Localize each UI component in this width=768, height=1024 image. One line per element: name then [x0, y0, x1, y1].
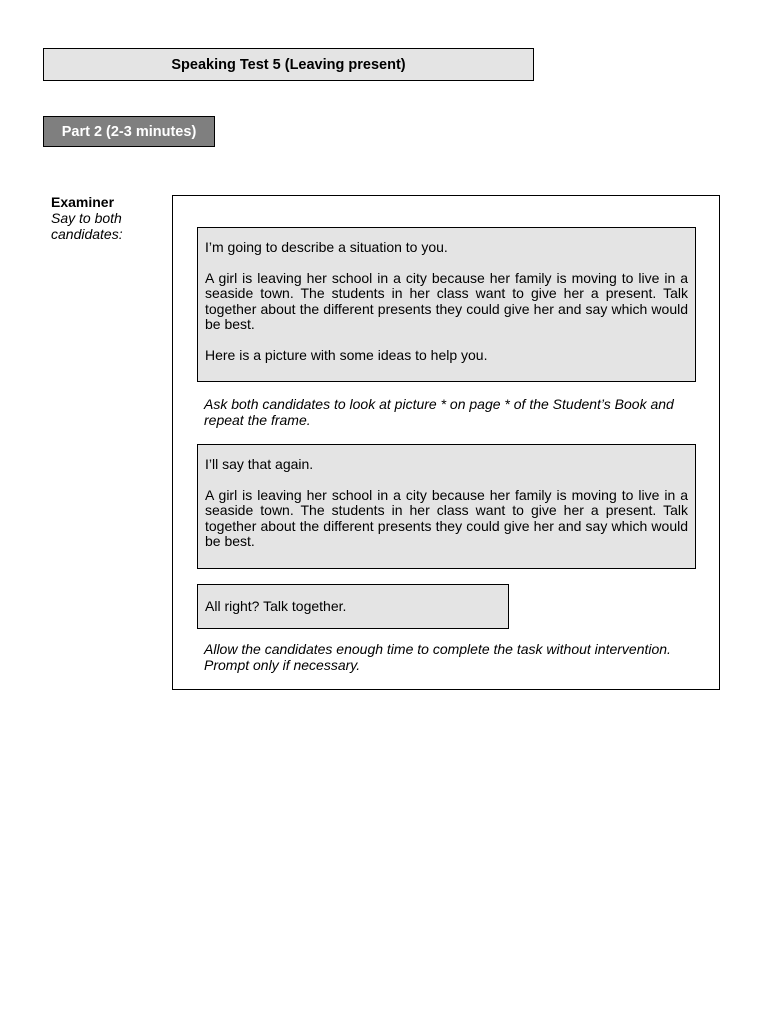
talk-prompt-text: All right? Talk together.	[205, 597, 347, 614]
examiner-column	[51, 194, 161, 242]
situation-repeat-text: A girl is leaving her school in a city because her family is moving to live in a seaside town. The students in her class want to give her a present. Talk together about the different presents they could give her and say which would be best.	[205, 486, 688, 549]
intro-text: I’m going to describe a situation to you.	[205, 239, 448, 255]
examiner-note-timing: Allow the candidates enough time to complete the task without intervention. Prompt only if necessary.	[204, 641, 671, 673]
part-label: Part 2 (2-3 minutes)	[61, 123, 197, 140]
script-frame	[172, 195, 720, 690]
examiner-role: Examiner	[51, 194, 115, 210]
repeat-text: I’ll say that again.	[205, 456, 314, 472]
picture-text: Here is a picture with some ideas to help you.	[205, 346, 488, 363]
script-box-repeat	[197, 444, 696, 569]
test-title: Speaking Test 5 (Leaving present)	[171, 56, 406, 73]
test-title-box	[43, 48, 534, 81]
situation-text: A girl is leaving her school in a city because her family is moving to live in a seaside town. The students in her class want to give her a present. Talk together about the different presents they could give her and say which would be best.	[205, 269, 688, 332]
part-label-box	[43, 116, 215, 147]
examiner-instruction: Say to both candidates:	[51, 210, 123, 242]
script-box-situation	[197, 227, 696, 382]
script-box-talk	[197, 584, 509, 629]
examiner-note-picture: Ask both candidates to look at picture * on page * of the Student’s Book and repeat the frame.	[204, 396, 674, 428]
